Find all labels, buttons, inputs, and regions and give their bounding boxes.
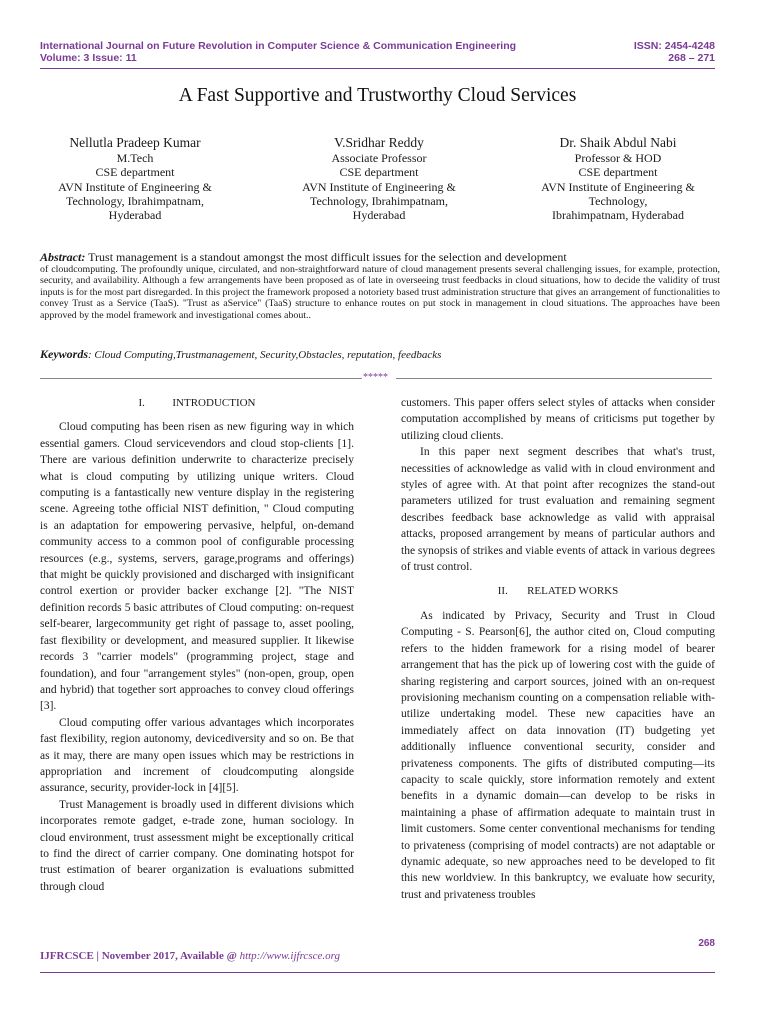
author-line: Hyderabad (352, 208, 406, 223)
paragraph: Cloud computing has been risen as new figuring way in which essential gamers. Cloud servicevendors and cloud stop-clients [1]. There are various definition underwrite to characterize precisely what is cloud computing by utilizing unique writers. Cloud computing is a fantastically new venture display in the registering scene. Agreeing tothe official NIST definition, " Cloud computing is an adaptation for empowering pervasive, helpful, on-demand community access to a common pool of configurable processing resources (e.g., systems, servers, garage,programs and offerings) that might be quickly provisioned and discharged with insignificant control exertion or provider backer exchange [2]. "The NIST definition records 5 basic attributes of Cloud computing: on-request self-bearer, largecommunity get right of passage to, asset pooling, fast flexibility or development, and measured supplier. It likewise records 3 "carrier models" (programming project, stage and foundation), and four "arrangement styles" (non-open, group, open and hybrid) that together sort approaches to convey cloud offerings [3]. (40, 421, 354, 713)
author-block-3 (503, 135, 733, 222)
paragraph: As indicated by Privacy, Security and Trust in Cloud Computing - S. Pearson[6], the author cited on, Cloud computing refers to the hidden framework for a rising model of bearer arrangement that has the pick up of lowering cost with the guide of sharing registering and carport sources, joined with an on-request provisioning mechanism counting on a compensation reliable with-utilize undertaking model. These new capacities have an immediately affect on data innovation (IT) budgeting yet additionally influence conventional security, consider and privateness components. The gifts of distributed computing—its capacity to scale quickly, store information remotely and extent benefits in a dynamic domain—can develop to be risks in maintaining a phase of affirmation adequate to maintain trust in limit customers. Some center conventional mechanisms for tending to privateness (comprising of model contracts) are not adaptable or dynamic adequate, so new approaches need to be developed to fit this new worldview. In this bankruptcy, we evaluate how security, trust and privateness troubles (401, 609, 715, 901)
issn-info (634, 40, 715, 64)
separator-right-rule (396, 378, 712, 379)
author-line: Associate Professor (331, 151, 427, 165)
journal-volume: Volume: 3 Issue: 11 (40, 52, 137, 64)
separator-left-rule (40, 378, 362, 379)
author-line: Professor & HOD (574, 151, 662, 165)
issn: ISSN: 2454-4248 (633, 40, 715, 52)
section-heading-introduction: I. INTRODUCTION (138, 397, 256, 409)
author-block-2 (264, 135, 494, 222)
left-column (40, 395, 354, 895)
paragraph: In this paper next segment describes that what's trust, necessities of acknowledge as valid with in cloud environment and styles of agree with. At that point after recognizes the stand-out parameters utilized for trust evaluation and remaining segment describes feedback base acknowledge as valid with appraisal attacks, proposed arrangement by means of particular authors and the synopsis of strikes and viable events of attack in various degrees of trust control. (401, 446, 715, 574)
keywords-value: : Cloud Computing,Trustmanagement, Security,Obstacles, reputation, feedbacks (88, 349, 442, 361)
footer-rule (40, 972, 715, 973)
section-separator (40, 371, 712, 385)
author-line: AVN Institute of Engineering & (302, 179, 456, 194)
author-line: CSE department (95, 165, 175, 180)
footer-url[interactable]: http://www.ijfrcsce.org (239, 950, 340, 962)
section-heading-related-works: II. RELATED WORKS (497, 585, 619, 598)
author-line: Technology, Ibrahimpatnam, (309, 193, 448, 208)
author-line: M.Tech (116, 151, 154, 165)
paragraph: Trust Management is broadly used in different divisions which incorporates remote gadget, e-trade zone, human sociology. In cloud environment, trust assessment might be exceptionally critical to find the direct of carrier company. One dominating hotspot for trust estimation of bearer organization is evaluations submitted through cloud (40, 798, 354, 893)
right-column (401, 395, 715, 903)
paragraph-continuation: customers. This paper offers select styles of attacks when consider computation accomplished by means of criticisms put together by utilizing cloud clients. (401, 397, 715, 442)
page-range: 268 – 271 (668, 52, 715, 64)
author-name: Dr. Shaik Abdul Nabi (559, 135, 677, 150)
journal-name: International Journal on Future Revolution in Computer Science & Communication Engineering (40, 40, 517, 52)
author-line: Hyderabad (108, 208, 162, 223)
abstract-first-line (40, 250, 720, 264)
author-line: Ibrahimpatnam, Hyderabad (552, 208, 684, 223)
journal-info (40, 40, 516, 64)
author-line: AVN Institute of Engineering & (541, 179, 695, 194)
author-line: Technology, (588, 193, 648, 208)
header-rule (40, 68, 715, 69)
author-line: CSE department (578, 165, 658, 180)
paragraph: Cloud computing offer various advantages which incorporates fast flexibility, region autonomy, devicediversity and so on. Be that as it may, there are many open issues which may be restrictions in appropriation and increment of cloudcomputing alongside assurance, security, provider-lock in [4][5]. (40, 716, 354, 795)
footer-journal-date: IJFRCSCE | November 2017, Available @ (40, 950, 240, 962)
author-name: Nellutla Pradeep Kumar (69, 135, 201, 150)
abstract-lead: Trust management is a standout amongst the most difficult issues for the selection and development (85, 250, 567, 264)
page-number: 268 (698, 938, 715, 949)
author-block-1 (20, 135, 250, 222)
separator-stars: ***** (363, 372, 388, 383)
keywords-label: Keywords (40, 347, 88, 361)
author-line: AVN Institute of Engineering & (58, 179, 212, 194)
keywords (40, 347, 441, 362)
abstract-body: of cloudcomputing. The profoundly unique, circulated, and non-straightforward nature of cloud management presents several challenging issues, for example, protection, security, and availability. Although a few arrangements have been proposed as of late in overseeing trust feedbacks in cloud situations, how to decide the validity of trust inputs is for the most part disregarded. In this project the framework proposed a notoriety based trust administration structure that gives an arrangement of functionalities to convey Trust as a Service (TaaS). "Trust as aService" (TaaS) structure to enhance routes on put stock in management in cloud situations. The approaches have been approved by the model framework and investigational comes about.. (40, 264, 720, 321)
author-line: Technology, Ibrahimpatnam, (65, 193, 204, 208)
abstract-label: Abstract: (40, 250, 86, 264)
author-line: CSE department (339, 165, 419, 180)
author-name: V.Sridhar Reddy (334, 135, 424, 150)
abstract (40, 250, 720, 321)
paper-title: A Fast Supportive and Trustworthy Cloud Services (178, 85, 577, 106)
running-footer (40, 950, 340, 962)
